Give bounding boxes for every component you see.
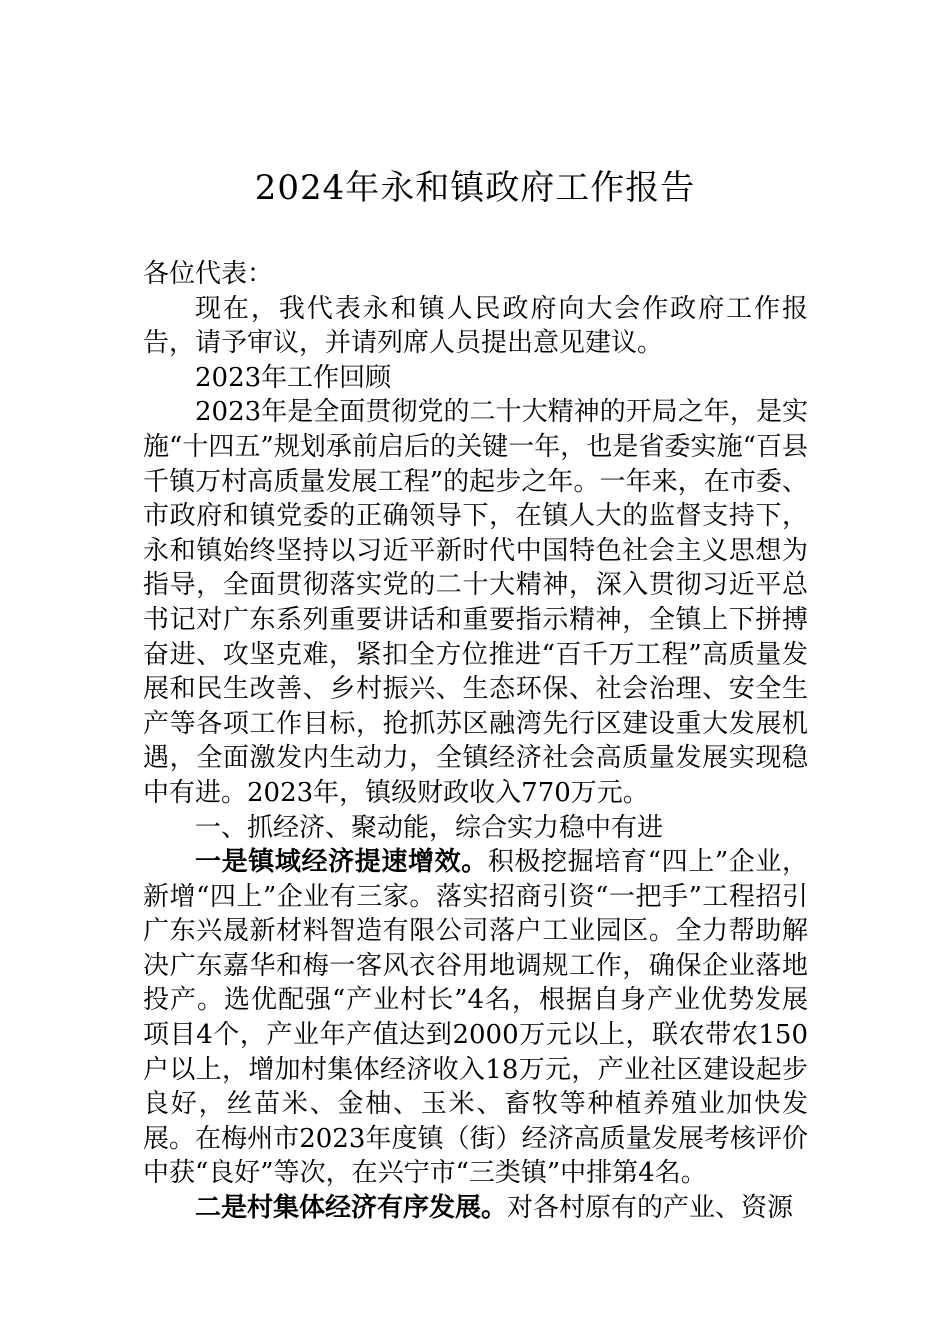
item-text-2: 对各村原有的产业、资源	[507, 1193, 794, 1224]
item-text-1: 积极挖掘培育“四上”企业，新增“四上”企业有三家。落实招商引资“一把手”工程招引广东兴晟新材料智造有限公司落户工业园区。全力帮助解决广东嘉华和梅一客风衣谷用地调规工作，确保企业落地投产。选优配强“产业村长”4名，根据自身产业优势发展项目4个，产业年产值达到2000万元以上，联农带农150户以上，增加村集体经济收入18万元，产业社区建设起步良好，丝苗米、金柚、玉米、畜牧等种植养殖业加快发展。在梅州市2023年度镇（街）经济高质量发展考核评价中获“良好”等次，在兴宁市“三类镇”中排第4名。	[143, 847, 808, 1189]
item-paragraph-1	[143, 845, 808, 1191]
item-lead-1: 一是镇域经济提速增效。	[195, 847, 488, 878]
item-lead-2: 二是村集体经济有序发展。	[195, 1193, 508, 1224]
review-paragraph: 2023年是全面贯彻党的二十大精神的开局之年，是实施“十四五”规划承前启后的关键一年，也是省委实施“百县千镇万村高质量发展工程”的起步之年。一年来，在市委、市政府和镇党委的正确领导下，在镇人大的监督支持下，永和镇始终坚持以习近平新时代中国特色社会主义思想为指导，全面贯彻落实党的二十大精神，深入贯彻习近平总书记对广东系列重要讲话和重要指示精神，全镇上下拼搏奋进、攻坚克难，紧扣全方位推进“百千万工程”高质量发展和民生改善、乡村振兴、生态环保、社会治理、安全生产等各项工作目标，抢抓苏区融湾先行区建设重大发展机遇，全面激发内生动力，全镇经济社会高质量发展实现稳中有进。2023年，镇级财政收入770万元。	[143, 397, 808, 808]
salutation: 各位代表：	[143, 259, 274, 289]
document-title: 2024年永和镇政府工作报告	[254, 168, 696, 208]
section-heading: 一、抓经济、聚动能，综合实力稳中有进	[195, 812, 664, 843]
document-body	[143, 257, 808, 1226]
opening-paragraph: 现在，我代表永和镇人民政府向大会作政府工作报告，请予审议，并请列席人员提出意见建议。	[143, 293, 808, 359]
review-heading: 2023年工作回顾	[195, 362, 392, 393]
item-paragraph-2	[143, 1191, 808, 1226]
